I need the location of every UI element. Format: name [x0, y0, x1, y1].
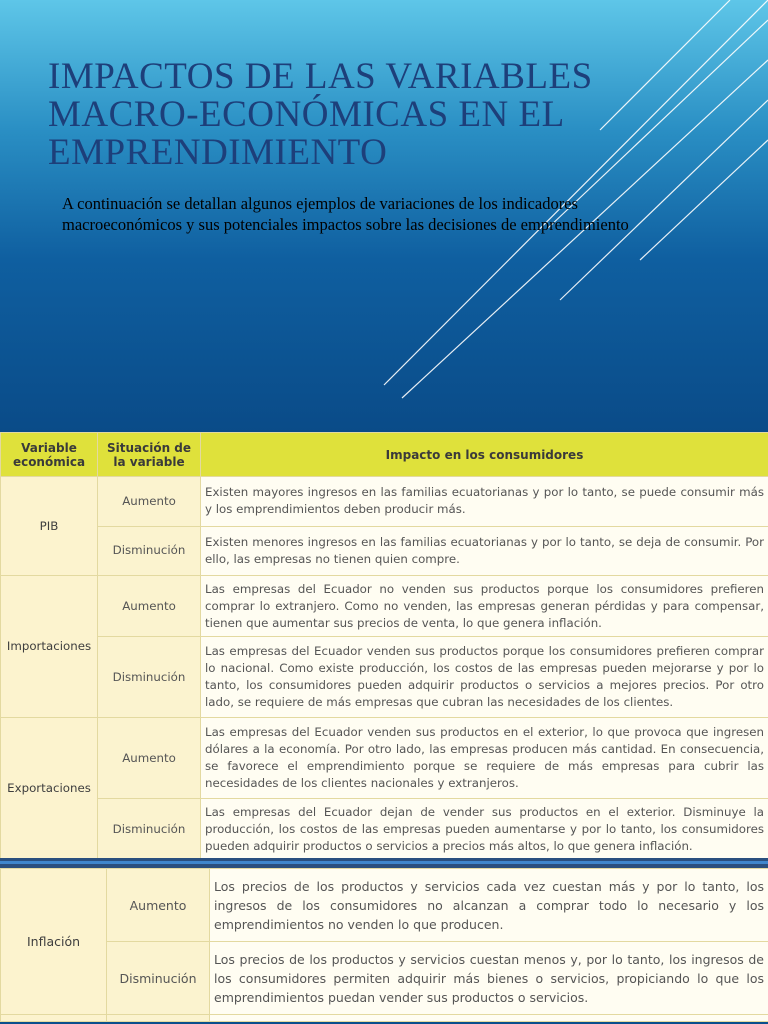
situation-cell: Aumento: [107, 869, 210, 942]
blank-cell: [210, 1015, 768, 1022]
table-row: [1, 718, 768, 799]
impact-cell: Las empresas del Ecuador dejan de vender sus productos en el exterior. Disminuye la producción, los costos de las empresas pueden aumentarse y por lo tanto, los consumidores pueden adquirir productos o servicios a precios más altos, lo que genera inflación.: [201, 799, 768, 860]
blank-cell: [107, 1015, 210, 1022]
slide-title: IMPACTOS DE LAS VARIABLES MACRO-ECONÓMICAS EN EL EMPRENDIMIENTO: [48, 56, 593, 173]
variable-cell-pib: PIB: [1, 477, 98, 576]
situation-cell: Aumento: [98, 718, 201, 799]
table-row: [1, 526, 768, 576]
variable-cell-inflacion: Inflación: [1, 869, 107, 1015]
table-row: [1, 1015, 768, 1022]
situation-cell: Disminución: [107, 942, 210, 1015]
table-header-row: [1, 433, 768, 477]
situation-cell: Disminución: [98, 637, 201, 718]
impact-table-continued: [0, 868, 768, 1022]
impact-cell: Las empresas del Ecuador no venden sus productos porque los consumidores prefieren comprar lo extranjero. Como no venden, las empresas generan pérdidas y para compensar, tienen que aumentar sus precios de venta, lo que genera inflación.: [201, 576, 768, 637]
situation-cell: Disminución: [98, 526, 201, 576]
impact-cell: Existen mayores ingresos en las familias ecuatorianas y por lo tanto, se puede consumir más y los emprendimientos deben producir más.: [201, 477, 768, 527]
table-row: [1, 637, 768, 718]
header-variable: Variable económica: [1, 433, 98, 477]
slide-separator: [0, 858, 768, 868]
header-situacion: Situación de la variable: [98, 433, 201, 477]
intro-paragraph: A continuación se detallan algunos ejemplos de variaciones de los indicadores macroeconómicos y sus potenciales impactos sobre las decisiones de emprendimiento: [62, 194, 629, 234]
variable-cell-exportaciones: Exportaciones: [1, 718, 98, 860]
blank-cell: [1, 1015, 107, 1022]
impact-cell: Existen menores ingresos en las familias ecuatorianas y por lo tanto, se deja de consumir. Por ello, las empresas no tienen quien compre.: [201, 526, 768, 576]
impact-cell: Los precios de los productos y servicios cada vez cuestan más y por lo tanto, los ingresos de los consumidores no alcanzan a comprar todo lo necesario y los emprendimientos no venden lo que producen.: [210, 869, 768, 942]
table-row: [1, 869, 768, 942]
situation-cell: Disminución: [98, 799, 201, 860]
impact-cell: Las empresas del Ecuador venden sus productos en el exterior, lo que provoca que ingresen dólares a la economía. Por otro lado, las empresas producen más cantidad. En consecuencia, se favorece el emprendimiento porque se requiere de más empresas para cubrir las necesidades de los clientes nacionales y extranjeros.: [201, 718, 768, 799]
table-row: [1, 942, 768, 1015]
situation-cell: Aumento: [98, 576, 201, 637]
slide-background: [0, 0, 768, 432]
table-row: [1, 576, 768, 637]
impact-table: [0, 432, 768, 860]
variable-cell-importaciones: Importaciones: [1, 576, 98, 718]
impact-cell: Las empresas del Ecuador venden sus productos porque los consumidores prefieren comprar lo nacional. Como existe producción, los costos de las empresas pueden mejorarse y por lo tanto, los consumidores pueden adquirir productos o servicios a mejores precios. Por otro lado, se requiere de más empresas que cubran las necesidades de los clientes.: [201, 637, 768, 718]
impact-cell: Los precios de los productos y servicios cuestan menos y, por lo tanto, los ingresos de los consumidores permiten adquirir más bienes o servicios, propiciando lo que los emprendimientos puedan vender sus productos o servicios.: [210, 942, 768, 1015]
table-row: [1, 477, 768, 527]
situation-cell: Aumento: [98, 477, 201, 527]
table-row: [1, 799, 768, 860]
header-impacto: Impacto en los consumidores: [201, 433, 768, 477]
